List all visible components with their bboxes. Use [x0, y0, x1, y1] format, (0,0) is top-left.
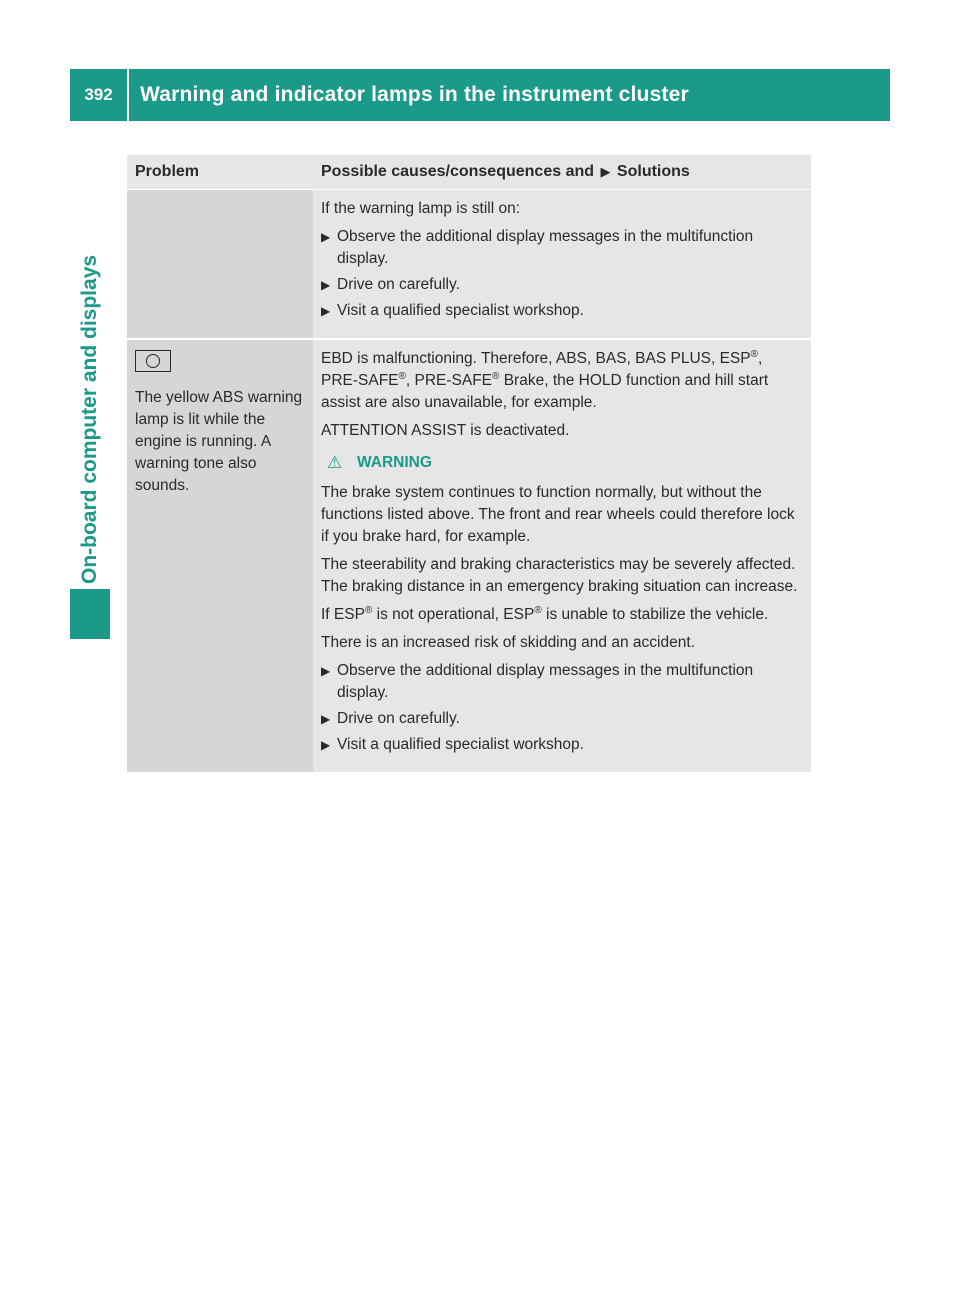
- table-header-row: [127, 155, 811, 190]
- warning-heading: [321, 452, 803, 474]
- step-item: [321, 708, 803, 730]
- step-item: [321, 274, 803, 296]
- problem-cell-empty: [127, 190, 313, 340]
- side-tab-marker: [70, 589, 110, 639]
- page-number: 392: [84, 85, 113, 104]
- row2-paragraph-6: There is an increased risk of skidding and an accident.: [321, 634, 695, 651]
- step-item: [321, 660, 803, 704]
- solution-cell: [313, 339, 811, 773]
- abs-warning-lamp-icon: [135, 350, 171, 372]
- page-title: Warning and indicator lamps in the instrument cluster: [140, 83, 689, 106]
- table-row: [127, 190, 811, 340]
- arrow-right-icon: ▶: [321, 304, 331, 318]
- arrow-right-icon: ▶: [321, 738, 331, 752]
- step-text: Drive on carefully.: [337, 276, 460, 293]
- header-divider: [127, 69, 129, 121]
- solution-cell: [313, 190, 811, 340]
- side-section-label: On-board computer and displays: [78, 254, 101, 584]
- column-header-solutions-prefix: Possible causes/consequences and: [321, 163, 595, 180]
- arrow-right-icon: ▶: [321, 278, 331, 292]
- arrow-right-icon: ▶: [321, 664, 331, 678]
- arrow-right-icon: ▶: [321, 712, 331, 726]
- row2-paragraph-4: The steerability and braking characteristics may be severely affected. The braking distance in an emergency braking situation can increase.: [321, 556, 798, 595]
- warning-label: WARNING: [357, 454, 432, 471]
- table-row: [127, 339, 811, 773]
- step-item: [321, 734, 803, 756]
- step-text: Visit a qualified specialist workshop.: [337, 302, 584, 319]
- step-text: Visit a qualified specialist workshop.: [337, 736, 584, 753]
- arrow-right-icon: ▶: [321, 230, 331, 244]
- row1-intro: If the warning lamp is still on:: [321, 200, 521, 217]
- column-header-solutions: [313, 155, 811, 190]
- step-text: Observe the additional display messages in the multifunction display.: [337, 662, 754, 701]
- column-header-solutions-suffix: Solutions: [616, 163, 690, 180]
- row2-paragraph-5: If ESP® is not operational, ESP® is unable to stabilize the vehicle.: [321, 604, 769, 623]
- row2-paragraph-2: ATTENTION ASSIST is deactivated.: [321, 422, 570, 439]
- arrow-right-icon: ▶: [600, 164, 611, 179]
- column-header-problem: Problem: [127, 155, 313, 190]
- problem-solution-table: [127, 155, 811, 774]
- step-item: [321, 226, 803, 270]
- step-item: [321, 300, 803, 322]
- step-text: Observe the additional display messages in the multifunction display.: [337, 228, 754, 267]
- warning-triangle-icon: ⚠: [327, 453, 343, 472]
- row2-paragraph-1: EBD is malfunctioning. Therefore, ABS, BAS, BAS PLUS, ESP®, PRE-SAFE®, PRE-SAFE® Brake, the HOLD function and hill start assist are also unavailable, for example.: [321, 348, 769, 411]
- problem-text: The yellow ABS warning lamp is lit while the engine is running. A warning tone also sounds.: [135, 389, 303, 494]
- problem-cell: [127, 339, 313, 773]
- step-text: Drive on carefully.: [337, 710, 460, 727]
- row2-paragraph-3: The brake system continues to function normally, but without the functions listed above. The front and rear wheels could therefore lock if you brake hard, for example.: [321, 484, 795, 545]
